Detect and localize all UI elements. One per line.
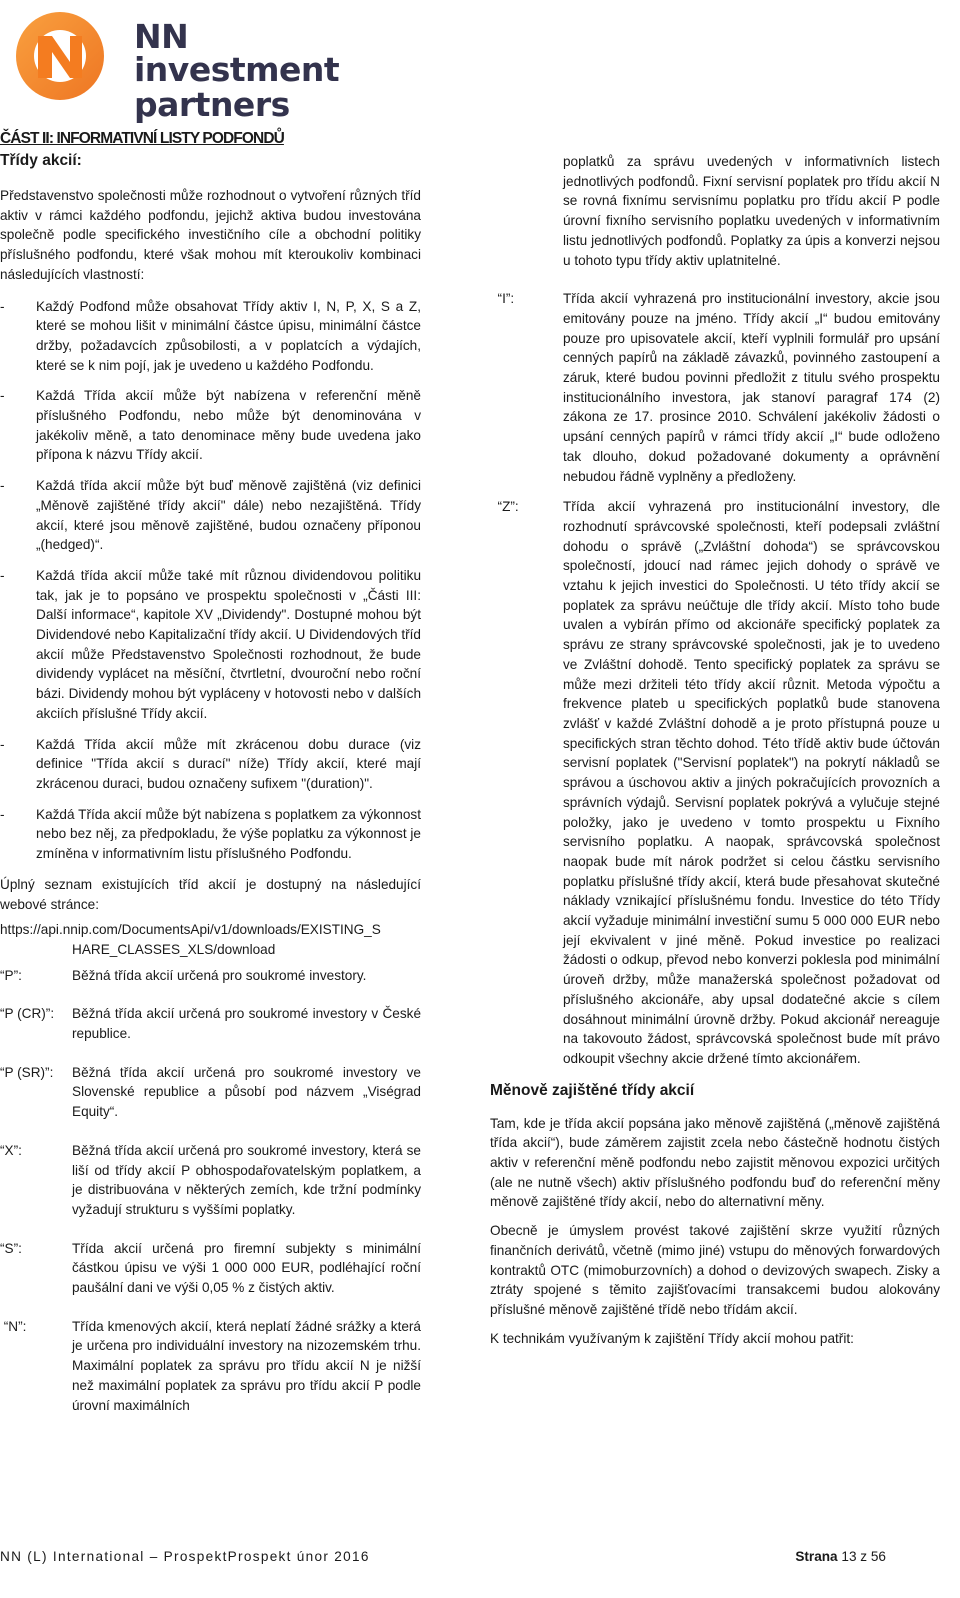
n-class-continuation: poplatků za správu uvedených v informativních listech jednotlivých podfondů. Fixní servisní poplatek pro třídu akcií N se rovná fixnímu servisnímu poplatku pro třídu akcií P podle úrovní fixního servisního poplatku uvedených v informativním listu jednotlivých podfondů. Poplatky za úpis a konverzi nejsou u tohoto typu třídy aktiv uplatnitelné. [563, 154, 940, 268]
bullet-dash: - [0, 806, 5, 822]
hedged-paragraph-1: Tam, kde je třída akcií popsána jako měnově zajištěná („měnově zajištěná třída akcií“), bude záměrem zajistit zcela nebo částečně hodnotu čistých aktiv v referenční měně podfondu nebo zajistit měnovou expozici určitých (ale ne nutně všech) aktiv příslušného podfondu buď do referenční měny měnově zajištěné třídy akcií, nebo do alternativní měny. [490, 1115, 940, 1210]
list-item [0, 805, 421, 864]
definition-text: Běžná třída akcií určená pro soukromé investory v České republice. [72, 1006, 421, 1042]
bullet-list [0, 297, 421, 864]
definition-text: Běžná třída akcií určená pro soukromé investory ve Slovenské republice a působí pod názvem „Viségrad Equity“. [72, 1064, 421, 1120]
definition-z [490, 497, 940, 1068]
definition-i [490, 289, 940, 486]
sub-title: Třídy akcií: [0, 152, 82, 169]
definition-code: “Z”: [490, 499, 519, 515]
definition-text: Běžná třída akcií určená pro soukromé investory, která se liší od třídy akcií P obhospodařovatelským poplatkem, a je distribuována v některých zemích, kde tržní podmínky vyžadují strukturu s vyššími poplatky. [72, 1142, 421, 1217]
hedged-paragraph-2: Obecně je úmyslem provést takové zajištění skrze využití různých finančních derivátů, včetně (mimo jiné) vstupu do měnových forwardových kontraktů OTC (mimoburzovních) a dohod o devizových swapech. Zisky a ztráty spojené s těmito zajišťovacími transakcemi budou alokovány příslušné měnově zajištěné třídě nebo třídám akcií. [490, 1223, 940, 1317]
page-of: 13 z 56 [841, 1549, 886, 1564]
hedged-heading: Měnově zajištěné třídy akcií [490, 1081, 695, 1099]
url-line-2[interactable]: HARE_CLASSES_XLS/download [72, 941, 276, 957]
left-column [0, 128, 421, 1434]
bullet-text: Každá třída akcií může být buď měnově zajištěná (viz definici „Měnově zajištěné třídy akcií" dále) nebo nezajištěná. Třídy akcií, které jsou měnově zajištěné, budou označeny příponou „(hedged)“. [36, 478, 421, 553]
share-class-list-link[interactable] [0, 920, 421, 959]
bullet-text: Každý Podfond může obsahovat Třídy aktiv I, N, P, X, S a Z, které se mohou lišit v minimální částce úpisu, minimální částce držby, požadavcích způsobilosti, a v poplatcích a výdajích, které se k nim pojí, jak je uvedeno u každého Podfondu. [36, 298, 421, 373]
part-title: ČÁST II: INFORMATIVNÍ LISTY PODFONDŮ [0, 130, 284, 147]
intro-paragraph: Představenstvo společnosti může rozhodnout o vytvoření různých tříd aktiv v rámci každého podfondu, jejichž aktiva budou investována společně podle specifického investičního cíle a obchodní politiky příslušného podfondu, které však mohou mít kteroukoliv kombinaci následujících vlastností: [0, 188, 421, 282]
definition-p-sr [0, 1063, 421, 1122]
bullet-text: Každá Třída akcií může mít zkrácenou dobu durace (viz definice "Třída akcií s durací" níže) Třídy akcií, které mají zkrácenou duraci, budou označeny sufixem "(duration)". [36, 736, 421, 791]
footer-document-title: NN (L) International – ProspektProspekt únor 2016 [0, 1549, 370, 1564]
bullet-dash: - [0, 388, 5, 404]
definition-n [0, 1317, 421, 1416]
list-item [0, 566, 421, 724]
definition-text: Třída kmenových akcií, která neplatí žádné srážky a která je určena pro individuální investory na nizozemském trhu. Maximální poplatek za správu pro třídu akcií N je nižší než maximální poplatek za správu pro třídu akcií P podle úrovní maximálních [72, 1318, 421, 1413]
definition-code: “X”: [0, 1142, 22, 1158]
definition-x [0, 1141, 421, 1220]
bullet-text: Každá Třída akcií může být nabízena s poplatkem za výkonnost nebo bez něj, za předpokladu, že výše poplatku za výkonnost je zmíněna v informativním listu příslušného Podfondu. [36, 806, 421, 862]
list-item [0, 297, 421, 376]
list-item [0, 386, 421, 465]
list-item [0, 476, 421, 555]
bullet-dash: - [0, 567, 5, 583]
brand-line-1: NN investment [134, 17, 340, 89]
bullet-dash: - [0, 736, 5, 752]
bullet-dash: - [0, 478, 5, 494]
definition-text: Třída akcií vyhrazená pro institucionální investory, dle rozhodnutí správcovské společnosti, kteří podepsali zvláštní dohodu o správě („Zvláštní dohoda“) se správcovskou společností, jdoucí nad rámec jejich dohody o správě ve vztahu k jejich investici do Společnosti. U této třídy akcií se poplatek za správu neúčtuje dle třídy akcií. Místo toho bude uvalen a vybírán přímo od akcionáře specifický poplatek za správu ze strany správcovské společnosti, jak je to uvedeno ve Zvláštní dohodě. Tento specifický poplatek za správu se může mezi držiteli této třídy akcií různit. Metoda výpočtu a frekvence plateb u specifických poplatků bude stanovena zvlášť v každé Zvláštní dohodě a je proto přístupná pouze u specifických stran těchto dohod. Této třídě aktiv bude účtován servisní poplatek ("Servisní poplatek") na pokrytí nákladů se správou a úschovou aktiv a jiných pokračujících provozních a správních výdajů. Servisní poplatek pokrývá a vylučuje stejné položky, jako je uvedeno v tomto prospektu u Fixního servisního poplatku. A naopak, správcovská společnost naopak bude mít nárok podržet si celou částku servisního poplatku příslušné třídy akcií, která bude přesahovat skutečné náklady vznikající příslušnému fondu. Investice do této Třídy akcií vyžaduje minimální investiční sumu 5 000 000 EUR nebo její ekvivalent v jiné měně. Pokud investice po realizaci žádosti o odkup, převod nebo konverzi poklesla pod minimální úroveň držby, může manažerská společnost požadovat od příslušného akcionáře, aby upsal dodatečné akcie s cílem dosáhnout minimální úrovně držby. Pokud akcionář nereaguje na takovouto žádost, správcovská společnost bude mít právo odkoupit všechny akcie držené tímto akcionářem. [563, 499, 940, 1066]
bullet-dash: - [0, 298, 5, 314]
definition-p-cr [0, 1004, 421, 1043]
definition-code: “I”: [490, 291, 515, 307]
nn-lion-mark-icon [12, 6, 108, 102]
definition-p [0, 966, 421, 986]
definition-code: “N”: [0, 1318, 27, 1334]
right-column [490, 152, 940, 1357]
url-line-1[interactable]: https://api.nnip.com/DocumentsApi/v1/downloads/EXISTING_S [0, 922, 381, 938]
hedged-paragraph-3: K technikám využívaným k zajištění Třídy akcií mohou patřit: [490, 1330, 854, 1346]
nn-logo [12, 6, 372, 124]
definition-code: “P”: [0, 967, 22, 983]
definition-code: “P (CR)”: [0, 1006, 55, 1022]
page-label: Strana [795, 1549, 838, 1564]
definition-s [0, 1239, 421, 1298]
definition-text: Třída akcií vyhrazená pro institucionální investory, akcie jsou emitovány pouze na jméno. Třídy akcií „I“ budou emitovány pouze pro upisovatele akcií, kteří vyplnili formulář pro upsání cenných papírů na základě závazků, povinného zastoupení a záruk, které budou povinni předložit z titulu svého prospektu institucionálního investora, jak stanoví paragraf 174 (2) zákona ze 17. prosince 2010. Schválení jakékoliv žádosti o upsání cenných papírů v rámci třídy akcií „I“ bude odloženo tak dlouho, dokud požadované dokumenty a oprávnění nebudou řádně vyplněny a předloženy. [563, 291, 940, 484]
definition-text: Běžná třída akcií určená pro soukromé investory. [72, 967, 367, 983]
bullet-text: Každá třída akcií může také mít různou dividendovou politiku tak, jak je to popsáno ve prospektu společnosti v „Části III: Další informace“, kapitole XV „Dividendy". Dostupné mohou být Dividendové nebo Kapitalizační třídy akcií. U Dividendových tříd akcií může Představenstvo Společnosti rozhodnout, že bude dividendy vyplácet na měsíční, čtvrtletní, dvouroční nebo roční bázi. Dividendy mohou být vypláceny v hotovosti nebo v dalších akciích příslušné Třídy akcií. [36, 567, 421, 721]
share-class-definitions-left [0, 966, 421, 1416]
share-class-list-note: Úplný seznam existujících tříd akcií je dostupný na následující webové stránce: [0, 876, 421, 912]
definition-code: “P (SR)”: [0, 1064, 54, 1080]
definition-code: “S”: [0, 1240, 22, 1256]
share-class-definitions-right [490, 289, 940, 1068]
page-number [795, 1548, 886, 1566]
bullet-text: Každá Třída akcií může být nabízena v referenční měně příslušného Podfondu, nebo může být denominována v jakékoliv měně, a tato denominace měny bude uvedena jako přípona k názvu Třídy akcií. [36, 388, 421, 463]
brand-line-2: partners [134, 85, 290, 124]
brand-name [134, 17, 372, 124]
definition-text: Třída akcií určená pro firemní subjekty s minimální částkou úpisu ve výši 1 000 000 EUR, podléhající roční paušální dani ve výši 0,05 % z čistých aktiv. [72, 1240, 421, 1296]
list-item [0, 735, 421, 794]
